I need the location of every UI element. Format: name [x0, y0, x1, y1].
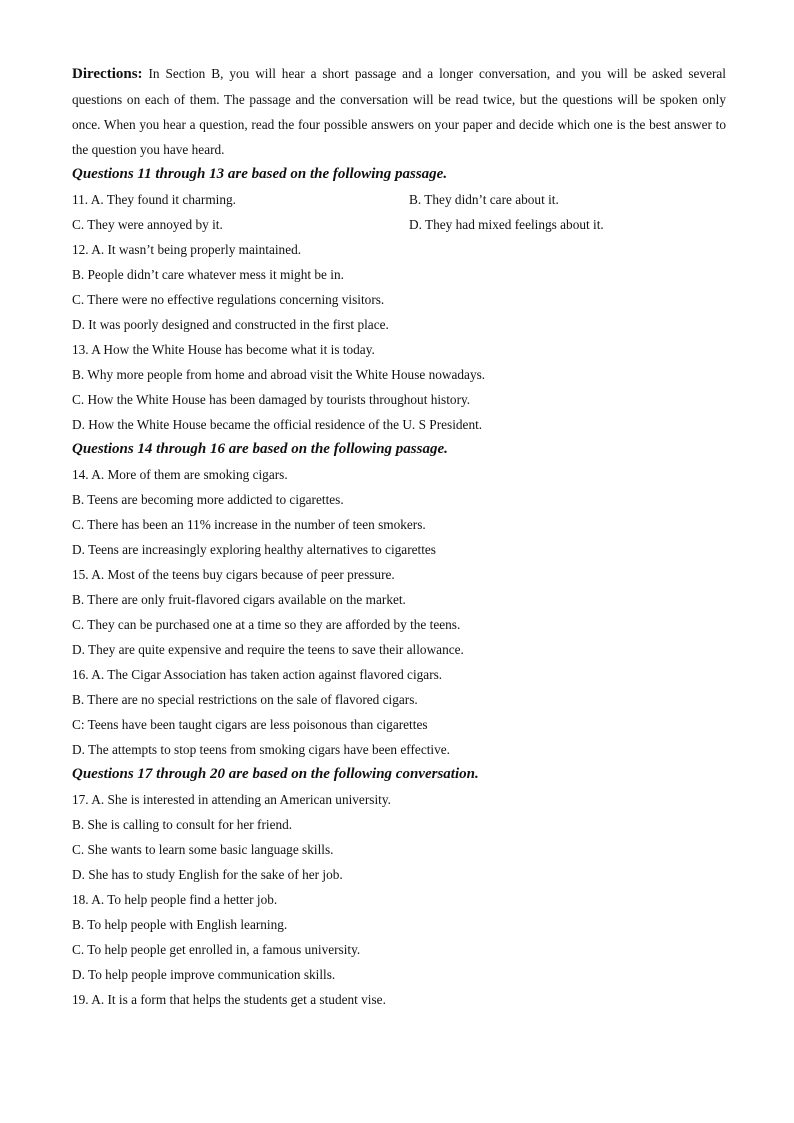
question-11-row-1: [72, 187, 726, 212]
directions-text: In Section B, you will hear a short passage and a longer conversation, and you will be asked several questions on each of them. The passage and the conversation will be read twice, but the questions will be spoken only once. When you hear a question, read the four possible answers on your paper and decide which one is the best answer to the question you have heard.: [72, 66, 726, 157]
option-16-d: D. The attempts to stop teens from smoking cigars have been effective.: [72, 742, 450, 757]
option-15-c: C. They can be purchased one at a time so they are afforded by the teens.: [72, 617, 461, 632]
option-12-c: C. There were no effective regulations concerning visitors.: [72, 292, 385, 307]
option-13-a: 13. A How the White House has become what it is today.: [72, 342, 375, 357]
section-heading-14-16: Questions 14 through 16 are based on the following passage.: [72, 441, 448, 457]
option-11-b: B. They didn’t care about it.: [409, 192, 559, 207]
option-12-b: B. People didn’t care whatever mess it might be in.: [72, 267, 344, 282]
option-12-a: 12. A. It wasn’t being properly maintained.: [72, 242, 302, 257]
directions-label: Directions:: [72, 66, 143, 82]
option-11-a: 11. A. They found it charming.: [72, 192, 236, 207]
option-18-c: C. To help people get enrolled in, a famous university.: [72, 942, 361, 957]
option-15-d: D. They are quite expensive and require the teens to save their allowance.: [72, 642, 464, 657]
option-16-a: 16. A. The Cigar Association has taken action against flavored cigars.: [72, 667, 443, 682]
option-17-b: B. She is calling to consult for her friend.: [72, 817, 293, 832]
option-14-b: B. Teens are becoming more addicted to cigarettes.: [72, 492, 344, 507]
option-11-c: C. They were annoyed by it.: [72, 217, 223, 232]
option-17-a: 17. A. She is interested in attending an American university.: [72, 792, 391, 807]
option-17-c: C. She wants to learn some basic language skills.: [72, 842, 334, 857]
section-heading-17-20: Questions 17 through 20 are based on the following conversation.: [72, 766, 479, 782]
directions-paragraph: [72, 61, 726, 162]
option-14-c: C. There has been an 11% increase in the number of teen smokers.: [72, 517, 426, 532]
option-12-d: D. It was poorly designed and constructed in the first place.: [72, 317, 389, 332]
option-13-c: C. How the White House has been damaged by tourists throughout history.: [72, 392, 471, 407]
option-15-b: B. There are only fruit-flavored cigars available on the market.: [72, 592, 406, 607]
option-16-b: B. There are no special restrictions on the sale of flavored cigars.: [72, 692, 418, 707]
option-16-c: C: Teens have been taught cigars are less poisonous than cigarettes: [72, 717, 428, 732]
option-18-a: 18. A. To help people find a hetter job.: [72, 892, 278, 907]
option-13-b: B. Why more people from home and abroad visit the White House nowadays.: [72, 367, 486, 382]
option-14-a: 14. A. More of them are smoking cigars.: [72, 467, 288, 482]
option-17-d: D. She has to study English for the sake of her job.: [72, 867, 343, 882]
question-11-row-2: [72, 212, 726, 237]
option-19-a: 19. A. It is a form that helps the students get a student vise.: [72, 992, 386, 1007]
option-11-d: D. They had mixed feelings about it.: [409, 217, 604, 232]
option-15-a: 15. A. Most of the teens buy cigars because of peer pressure.: [72, 567, 395, 582]
option-13-d: D. How the White House became the official residence of the U. S President.: [72, 417, 483, 432]
section-heading-11-13: Questions 11 through 13 are based on the following passage.: [72, 166, 448, 182]
option-14-d: D. Teens are increasingly exploring healthy alternatives to cigarettes: [72, 542, 436, 557]
option-18-b: B. To help people with English learning.: [72, 917, 288, 932]
exam-page: [72, 61, 726, 1012]
option-18-d: D. To help people improve communication skills.: [72, 967, 336, 982]
